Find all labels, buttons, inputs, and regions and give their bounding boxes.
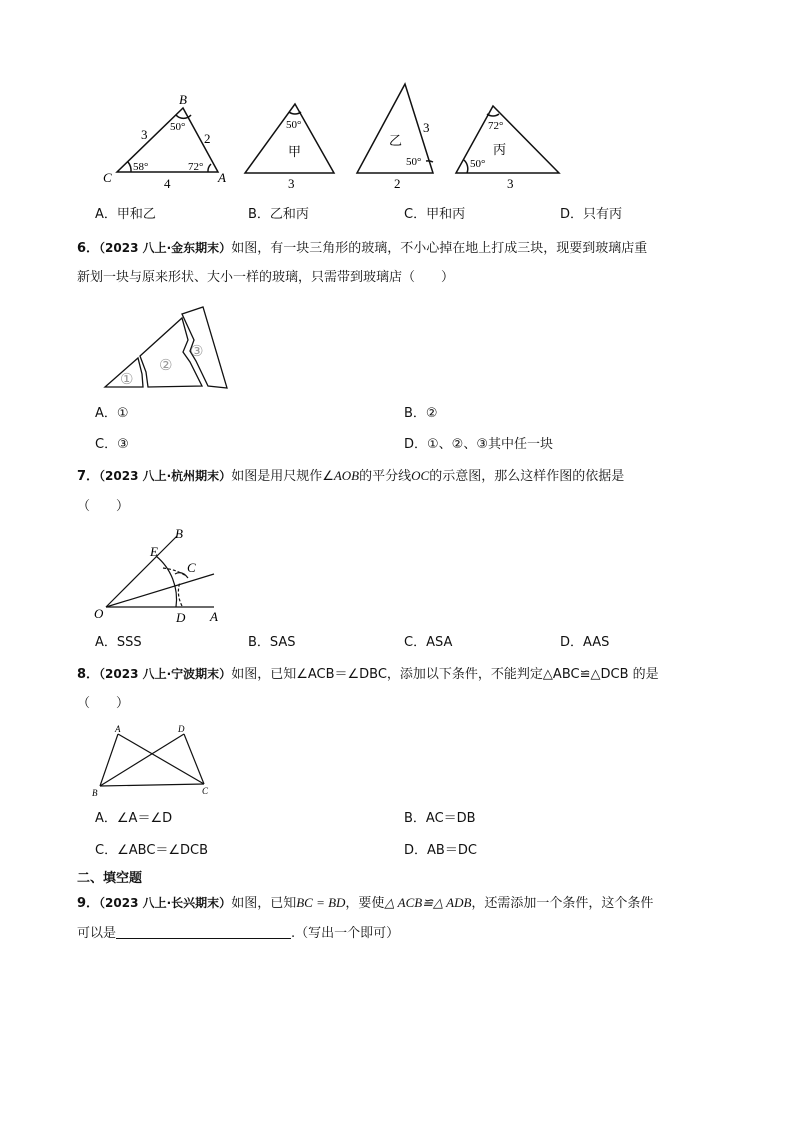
q5-option-b[interactable]: B．乙和丙 <box>248 207 309 222</box>
piece-1-label: ① <box>120 370 134 388</box>
q7-stem-line1 <box>77 466 624 487</box>
q5-triangle-jia <box>245 104 334 173</box>
yi-label: 乙 <box>389 134 403 149</box>
vertex-c: C <box>202 786 209 796</box>
q6-option-d[interactable]: D．①、②、③其中任一块 <box>404 437 553 452</box>
q8-number: 8． <box>77 667 100 682</box>
q9-text-a: 如图，已知 <box>231 896 297 911</box>
q7-number: 7． <box>77 469 100 484</box>
q9-stem-line1 <box>77 893 653 914</box>
jia-angle: 50° <box>286 119 302 131</box>
q8-stem-line1 <box>77 664 659 685</box>
q7-option-b[interactable]: B．SAS <box>248 635 296 650</box>
q7-source: （2023 八上·杭州期末） <box>99 469 232 483</box>
section-title-fill-in: 二、填空题 <box>77 871 143 886</box>
q6-source: （2023 八上·金东期末） <box>99 241 232 255</box>
point-c: C <box>187 560 196 575</box>
angle-58: 58° <box>133 161 149 173</box>
q7-text-e: 的示意图，那么这样作图的依据是 <box>429 469 625 484</box>
bing-label: 丙 <box>493 143 507 158</box>
q9-text-c: ，要使 <box>345 896 385 911</box>
q6-option-b[interactable]: B．② <box>404 406 438 421</box>
q9-text-d: △ ACB≌△ ADB <box>384 895 472 910</box>
q6-figure <box>100 304 235 394</box>
bing-angle50: 50° <box>470 158 486 170</box>
point-b: B <box>175 526 183 541</box>
yi-side2: 2 <box>394 176 401 191</box>
q5-option-c[interactable]: C．甲和丙 <box>404 207 466 222</box>
q8-option-d[interactable]: D．AB＝DC <box>404 843 477 858</box>
jia-side: 3 <box>288 176 295 191</box>
glass-piece-3 <box>182 307 227 388</box>
vertex-b: B <box>179 92 187 107</box>
point-e: E <box>150 544 158 559</box>
q8-figure <box>88 722 218 802</box>
side-4: 4 <box>164 176 171 191</box>
q7-text-c: 的平分线 <box>359 469 412 484</box>
q7-option-c[interactable]: C．ASA <box>404 635 453 650</box>
q5-option-d[interactable]: D．只有丙 <box>560 207 623 222</box>
vertex-a: A <box>115 724 121 734</box>
point-d: D <box>176 610 186 625</box>
q9-source: （2023 八上·长兴期末） <box>99 896 232 910</box>
q9-text2-a: 可以是 <box>77 926 117 941</box>
q6-stem-line1 <box>77 238 647 259</box>
q5-figure <box>95 80 575 195</box>
vertex-b: B <box>92 788 98 798</box>
vertex-a: A <box>218 170 226 185</box>
q7-stem-line2: （ ） <box>77 499 130 514</box>
bing-angle72: 72° <box>488 120 504 132</box>
q8-option-b[interactable]: B．AC＝DB <box>404 811 476 826</box>
side-3: 3 <box>141 127 148 142</box>
jia-label: 甲 <box>288 145 302 160</box>
q7-text-d: OC <box>411 468 430 483</box>
q6-option-c[interactable]: C．③ <box>95 437 129 452</box>
q7-figure <box>90 526 230 626</box>
yi-angle: 50° <box>406 156 422 168</box>
q9-number: 9． <box>77 896 100 911</box>
q8-option-a[interactable]: A．∠A＝∠D <box>95 811 173 826</box>
q5-triangle-yi <box>357 84 433 173</box>
angle-50: 50° <box>170 121 186 133</box>
q8-source: （2023 八上·宁波期末） <box>99 667 232 681</box>
q6-option-a[interactable]: A．① <box>95 406 129 421</box>
piece-2-label: ② <box>159 356 173 374</box>
q9-text-b: BC = BD <box>296 895 346 910</box>
side-2: 2 <box>204 131 211 146</box>
piece-3-label: ③ <box>190 342 204 360</box>
q8-option-c[interactable]: C．∠ABC＝∠DCB <box>95 843 209 858</box>
vertex-d: D <box>178 724 185 734</box>
q6-number: 6． <box>77 241 100 256</box>
vertex-c: C <box>103 170 112 185</box>
q9-answer-blank[interactable] <box>116 924 291 939</box>
q5-option-a[interactable]: A．甲和乙 <box>95 207 156 222</box>
q9-text2-b: .（写出一个即可） <box>291 926 400 941</box>
q8-stem-line2: （ ） <box>77 696 130 711</box>
q7-option-a[interactable]: A．SSS <box>95 635 142 650</box>
yi-side3: 3 <box>423 120 430 135</box>
q6-text1: 如图，有一块三角形的玻璃，不小心掉在地上打成三块，现要到玻璃店重 <box>231 241 648 256</box>
bing-side: 3 <box>507 176 514 191</box>
q7-text-a: 如图是用尺规作∠ <box>231 469 334 484</box>
angle-72: 72° <box>188 161 204 173</box>
q6-stem-line2: 新划一块与原来形状、大小一样的玻璃，只需带到玻璃店（ ） <box>77 270 455 285</box>
point-o: O <box>94 606 104 621</box>
q9-stem-line2 <box>77 924 399 944</box>
q7-option-d[interactable]: D．AAS <box>560 635 610 650</box>
q9-text-e: ，还需添加一个条件，这个条件 <box>471 896 654 911</box>
q8-text1: 如图，已知∠ACB＝∠DBC，添加以下条件，不能判定△ABC≌△DCB 的是 <box>231 667 659 682</box>
point-a: A <box>210 609 218 624</box>
q7-text-b: AOB <box>333 468 360 483</box>
